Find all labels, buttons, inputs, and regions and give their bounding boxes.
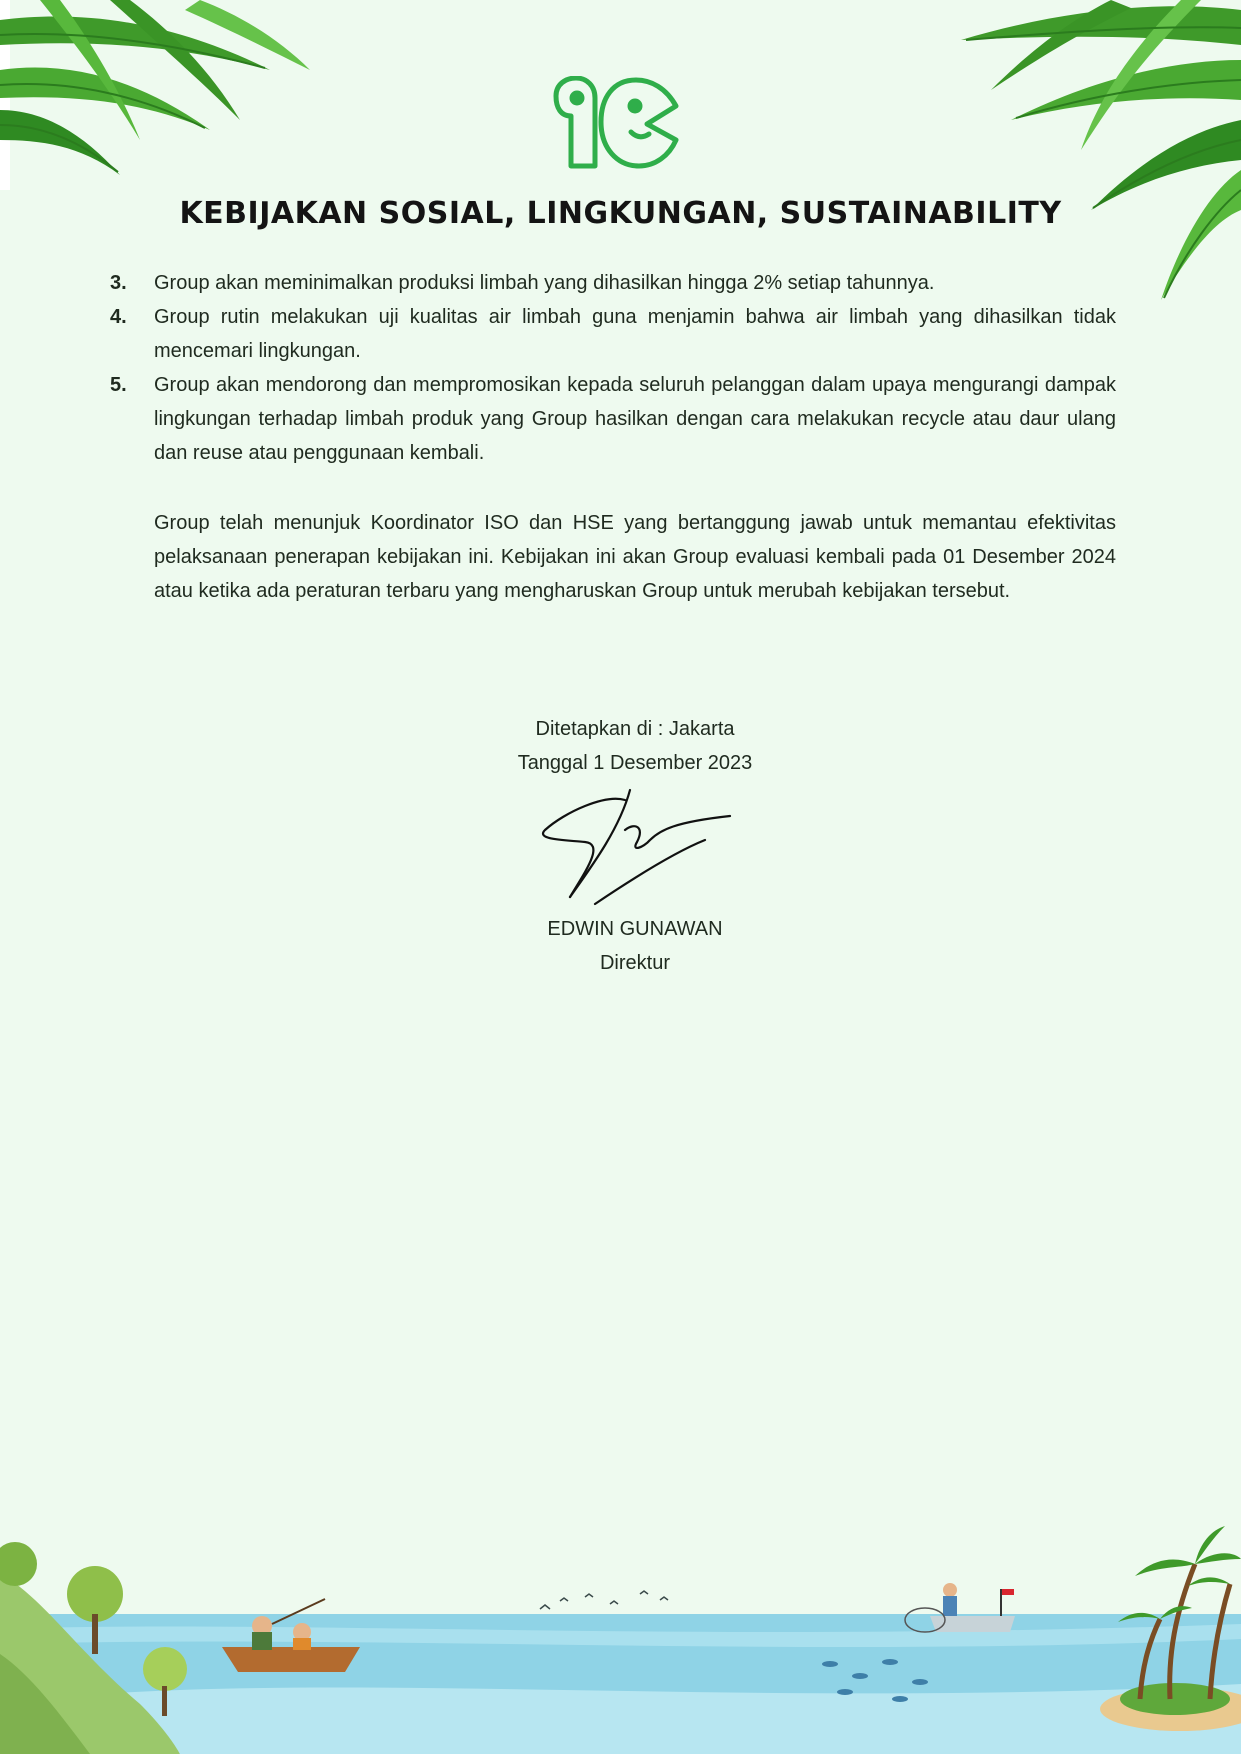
- list-item-number: 4.: [110, 306, 127, 328]
- list-item-number: 3.: [110, 272, 127, 294]
- list-item-text: Group akan mendorong dan mempromosikan kepada seluruh pelanggan dalam upaya mengurangi dampak lingkungan terhadap limbah produk yang Group hasilkan dengan cara melakukan recycle atau daur ulang dan reuse atau penggunaan kembali.: [154, 374, 1116, 464]
- ic-logo-icon: [551, 76, 681, 170]
- handwritten-signature-icon: [525, 782, 745, 912]
- palm-leaves-left-icon: [0, 0, 320, 200]
- policy-list: [110, 266, 1116, 470]
- signatory-name: EDWIN GUNAWAN: [547, 918, 723, 940]
- signature-date: Tanggal 1 Desember 2023: [517, 752, 753, 774]
- signature-place: Ditetapkan di : Jakarta: [535, 718, 735, 740]
- signature-block: [460, 712, 810, 980]
- signatory-role: Direktur: [599, 952, 670, 974]
- list-item-number: 5.: [110, 374, 127, 396]
- list-item: [110, 368, 1116, 470]
- lake-landscape-icon: [0, 1504, 1241, 1754]
- closing-paragraph: Group telah menunjuk Koordinator ISO dan HSE yang bertanggung jawab untuk memantau efektivitas pelaksanaan penerapan kebijakan ini. Kebijakan ini akan Group evaluasi kembali pada 01 Desember 2024 atau ketika ada peraturan terbaru yang mengharuskan Group untuk merubah kebijakan tersebut.: [154, 512, 1116, 602]
- list-item: [110, 266, 1116, 300]
- page-title: KEBIJAKAN SOSIAL, LINGKUNGAN, SUSTAINABILITY: [179, 196, 1062, 231]
- list-item-text: Group akan meminimalkan produksi limbah yang dihasilkan hingga 2% setiap tahunnya.: [154, 272, 935, 294]
- list-item: [110, 300, 1116, 368]
- list-item-text: Group rutin melakukan uji kualitas air limbah guna menjamin bahwa air limbah yang dihasilkan tidak mencemari lingkungan.: [154, 306, 1116, 362]
